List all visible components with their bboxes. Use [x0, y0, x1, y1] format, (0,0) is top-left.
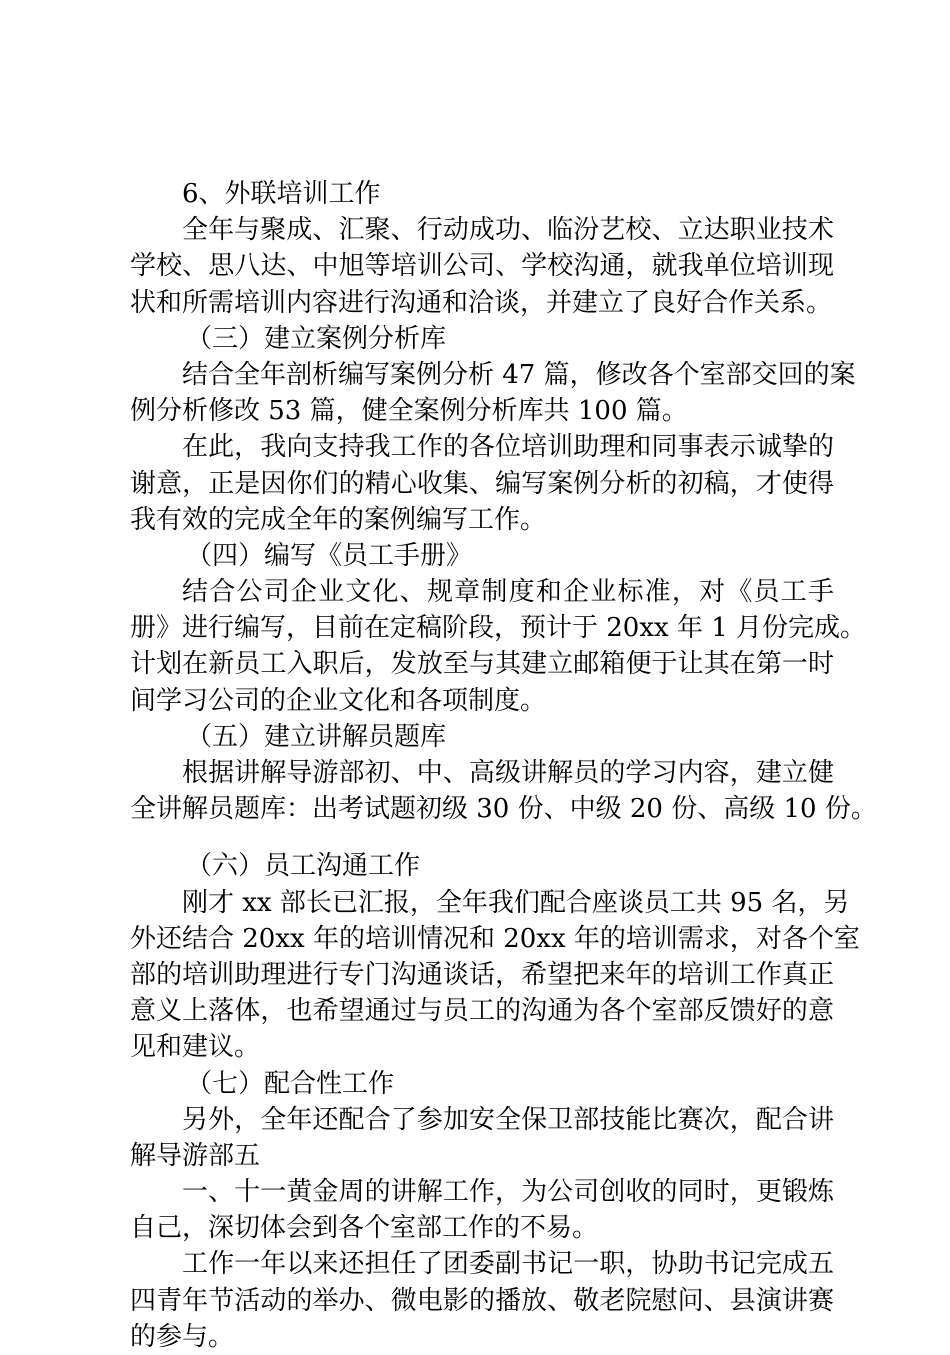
paragraph-line: 工作一年以来还担任了团委副书记一职，协助书记完成五 [182, 1249, 834, 1280]
section-heading-employee-handbook: （四）编写《员工手册》 [186, 540, 473, 571]
paragraph-line: 外还结合 20xx 年的培训情况和 20xx 年的培训需求，对各个室 [130, 923, 860, 954]
paragraph-line: 状和所需培训内容进行沟通和洽谈，并建立了良好合作关系。 [130, 287, 833, 318]
paragraph-line: 的参与。 [130, 1321, 235, 1352]
paragraph-line: 自己，深切体会到各个室部工作的不易。 [130, 1213, 599, 1244]
paragraph-line: 一、十一黄金周的讲解工作，为公司创收的同时，更锻炼 [182, 1177, 834, 1208]
paragraph-line: 在此，我向支持我工作的各位培训助理和同事表示诚挚的 [182, 432, 834, 463]
paragraph-line: 例分析修改 53 篇，健全案例分析库共 100 篇。 [130, 396, 688, 427]
section-heading-employee-communication: （六）员工沟通工作 [186, 851, 421, 882]
paragraph-line: 意义上落体，也希望通过与员工的沟通为各个室部反馈好的意 [130, 996, 834, 1027]
paragraph-line: 结合公司企业文化、规章制度和企业标准，对《员工手 [182, 577, 834, 608]
paragraph-line: 我有效的完成全年的案例编写工作。 [130, 504, 547, 535]
blank-line [130, 827, 834, 848]
section-heading-guide-question-bank: （五）建立讲解员题库 [186, 721, 447, 752]
paragraph-line: 全讲解员题库：出考试题初级 30 份、中级 20 份、高级 10 份。 [130, 794, 877, 825]
section-heading-external-training: 6、外联培训工作 [182, 179, 381, 209]
paragraph-line: 谢意，正是因你们的精心收集、编写案例分析的初稿，才使得 [130, 468, 834, 499]
paragraph-line: 间学习公司的企业文化和各项制度。 [130, 685, 547, 716]
paragraph-line: 刚才 xx 部长已汇报，全年我们配合座谈员工共 95 名，另 [182, 887, 850, 918]
paragraph-line: 四青年节活动的举办、微电影的播放、敬老院慰问、县演讲赛 [130, 1285, 834, 1316]
paragraph-line: 部的培训助理进行专门沟通谈话，希望把来年的培训工作真正 [130, 959, 834, 990]
paragraph-line: 见和建议。 [130, 1032, 261, 1063]
paragraph-line: 册》进行编写，目前在定稿阶段，预计于 20xx 年 1 月份完成。 [130, 613, 867, 644]
document-page [130, 176, 877, 1355]
paragraph-line: 另外，全年还配合了参加安全保卫部技能比赛次，配合讲 [182, 1104, 834, 1135]
section-heading-cooperative-work: （七）配合性工作 [186, 1068, 395, 1099]
paragraph-line: 结合全年剖析编写案例分析 47 篇，修改各个室部交回的案 [182, 359, 856, 390]
paragraph-line: 全年与聚成、汇聚、行动成功、临汾艺校、立达职业技术 [182, 215, 834, 246]
paragraph-line: 学校、思八达、中旭等培训公司、学校沟通，就我单位培训现 [130, 251, 834, 282]
paragraph-line: 解导游部五 [130, 1140, 261, 1171]
section-heading-case-library: （三）建立案例分析库 [186, 323, 447, 354]
paragraph-line: 根据讲解导游部初、中、高级讲解员的学习内容，建立健 [182, 758, 834, 788]
paragraph-line: 计划在新员工入职后，发放至与其建立邮箱便于让其在第一时 [130, 649, 834, 680]
